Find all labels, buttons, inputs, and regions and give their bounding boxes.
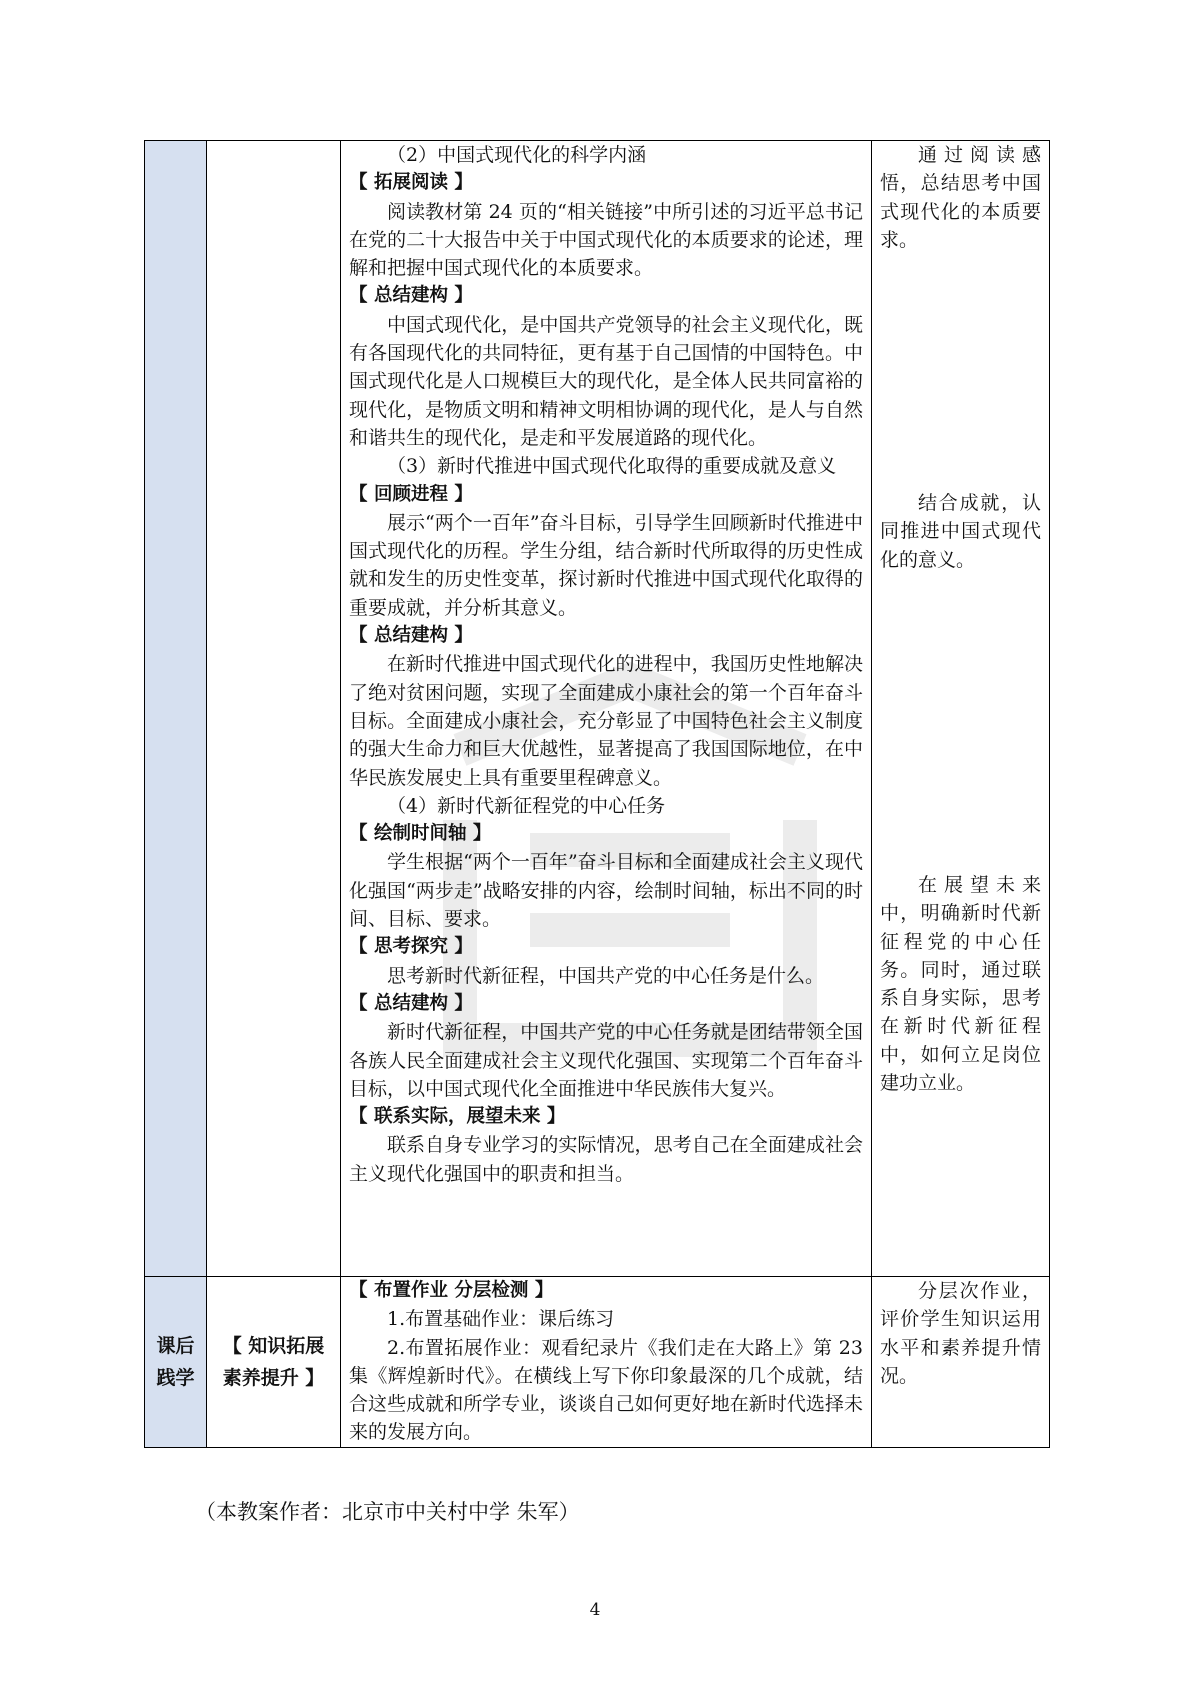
intent-cell: [872, 1277, 1050, 1448]
side-note-2: 结合成就，认同推进中国式现代化的意义。: [880, 492, 1041, 571]
intent-cell: [872, 141, 1050, 1277]
homework-tag: 【 布置作业 分层检测 】: [349, 1280, 554, 1301]
activity-content: [349, 141, 863, 1188]
activity-paragraph: 联系自身专业学习的实际情况，思考自己在全面建成社会主义现代化强国中的职责和担当。: [349, 1134, 863, 1185]
subsection-heading: （3）新时代推进中国式现代化取得的重要成就及意义: [387, 455, 837, 478]
activity-paragraph: 新时代新征程，中国共产党的中心任务就是团结带领全国各族人民全面建成社会主义现代化强国、实现第二个百年奋斗目标，以中国式现代化全面推进中华民族伟大复兴。: [349, 1021, 863, 1100]
activity-tag: 【 总结建构 】: [349, 992, 473, 1014]
activity-cell: [341, 141, 872, 1277]
phase-label-line: 课后: [156, 1334, 195, 1357]
activity-tag: 【 思考探究 】: [349, 936, 473, 958]
activity-tag: 【 回顾进程 】: [349, 483, 473, 505]
activity-tag: 【 联系实际，展望未来 】: [349, 1106, 566, 1128]
homework-item: 1.布置基础作业：课后练习: [387, 1308, 615, 1331]
section-label-line: 【 知识拓展: [222, 1334, 325, 1357]
section-label-line: 素养提升 】: [222, 1366, 325, 1389]
side-note-homework: 分层次作业，评价学生知识运用水平和素养提升情况。: [880, 1280, 1041, 1387]
activity-paragraph: 展示“两个一百年”奋斗目标，引导学生回顾新时代推进中国式现代化的历程。学生分组，结合新时代所取得的历史性成就和发生的历史性变革，探讨新时代推进中国式现代化取得的重要成就，并分析其意义。: [349, 511, 863, 619]
lesson-plan-table: [144, 140, 1050, 1448]
activity-tag: 【 总结建构 】: [349, 285, 473, 307]
table-row: [145, 141, 1050, 1277]
activity-paragraph: 阅读教材第 24 页的“相关链接”中所引述的习近平总书记在党的二十大报告中关于中国式现代化的本质要求的论述，理解和把握中国式现代化的本质要求。: [349, 200, 863, 280]
activity-paragraph: 在新时代推进中国式现代化的进程中，我国历史性地解决了绝对贫困问题，实现了全面建成小康社会的第一个百年奋斗目标。全面建成小康社会，充分彰显了中国特色社会主义制度的强大生命力和巨大优越性，显著提高了我国国际地位，在中华民族发展史上具有重要里程碑意义。: [349, 653, 863, 789]
activity-paragraph: 思考新时代新征程，中国共产党的中心任务是什么。: [387, 964, 825, 987]
activity-tag: 【 总结建构 】: [349, 625, 473, 647]
homework-item: 2.布置拓展作业：观看纪录片《我们走在大路上》第 23 集《辉煌新时代》。在横线上写下你印象最深的几个成就，结合这些成就和所学专业，谈谈自己如何更好地在新时代选择未来的发展方向。: [349, 1336, 863, 1444]
author-credit: （本教案作者：北京市中关村中学 朱军）: [195, 1500, 580, 1524]
activity-tag: 【 拓展阅读 】: [349, 172, 473, 194]
phase-label-line: 践学: [156, 1366, 195, 1389]
side-note-3: 在展望未来中，明确新时代新征程党的中心任务。同时，通过联系自身实际，思考在新时代新征程中，如何立足岗位建功立业。: [880, 874, 1041, 1095]
subsection-heading: （2）中国式现代化的科学内涵: [387, 144, 647, 166]
side-note-1: 通过阅读感悟，总结思考中国式现代化的本质要求。: [880, 144, 1041, 251]
page-number: 4: [589, 1600, 601, 1620]
section-cell: [207, 141, 341, 1277]
phase-cell: [145, 1277, 207, 1448]
phase-cell: [145, 141, 207, 1277]
table-row: [145, 1277, 1050, 1448]
subsection-heading: （4）新时代新征程党的中心任务: [387, 794, 666, 817]
activity-tag: 【 绘制时间轴 】: [349, 823, 492, 845]
activity-paragraph: 中国式现代化，是中国共产党领导的社会主义现代化，既有各国现代化的共同特征，更有基于自己国情的中国特色。中国式现代化是人口规模巨大的现代化，是全体人民共同富裕的现代化，是物质文明和精神文明相协调的现代化，是人与自然和谐共生的现代化，是走和平发展道路的现代化。: [349, 313, 863, 449]
section-cell: [207, 1277, 341, 1448]
activity-cell: [341, 1277, 872, 1448]
activity-paragraph: 学生根据“两个一百年”奋斗目标和全面建成社会主义现代化强国“两步走”战略安排的内容，绘制时间轴，标出不同的时间、目标、要求。: [349, 851, 863, 931]
